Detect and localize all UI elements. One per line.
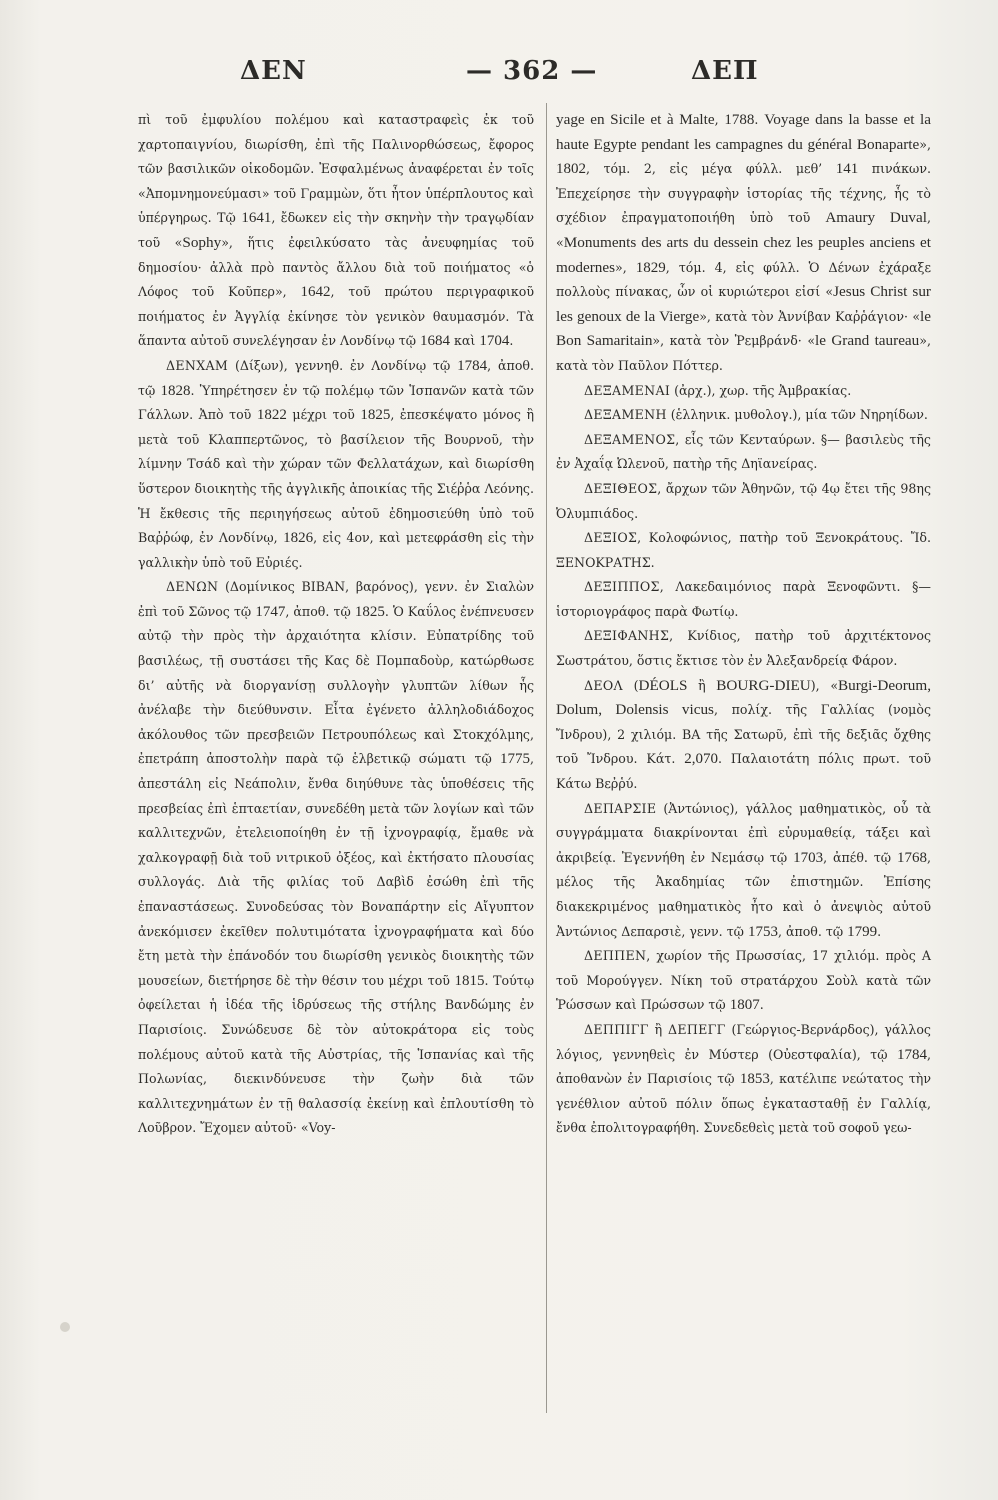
dictionary-entry: ΔΕΞΙΠΠΟΣ, Λακεδαιμόνιος παρὰ Ξενοφῶντι. §— ἱστοριογράφος παρὰ Φωτίῳ. [556,579,931,619]
header-left-guide-word: ΔΕΝ [240,56,307,86]
running-header [0,56,998,96]
dictionary-entry: ΔΕΞΙΦΑΝΗΣ, Κνίδιος, πατὴρ τοῦ ἀρχιτέκτονος Σωστράτου, ὅστις ἔκτισε τὸν ἐν Ἀλεξανδρείᾳ Φάρον. [556,628,931,669]
dictionary-entry: ΔΕΝΩΝ (Δομίνικος ΒΙΒΑΝ, βαρόνος), γενν. ἐν Σιαλὼν ἐπὶ τοῦ Σῶνος τῷ 1747, ἀποθ. τῷ 1825. Ὁ Καΰλος ἐνέπνευσεν αὐτῷ τὴν πρὸς τὴν ἀρχαιότητα κλίσιν. Εὐπατρίδης τοῦ βασιλέως, τῇ συστάσει τῆς Κας δὲ Πομπαδοὺρ, κατώρθωσε δι’ αὐτῆς νὰ διοργανίσῃ συλλογὴν γλυπτῶν λίθων ἧς ἀνέλαβε τὴν διεύθυνσιν. Εἶτα ἐγένετο ἀλληλοδιάδοχος ἀκόλουθος τῶν πρεσβειῶν Πετρουπόλεως καὶ Στοκχόλμης, ἐπετράπη ἀποστολὴν παρὰ τῷ ἑλβετικῷ σώματι τῷ 1775, ἀπεστάλη εἰς Νεάπολιν, ἔνθα διηύθυνε τὰς ὑποθέσεις τῆς πρεσβείας ἐπὶ ἑπταετίαν, συνεδέθη μετὰ τῶν λογίων καὶ τῶν καλλιτεχνῶν, ἐτελειοποίηθη ἐν τῇ ἰχνογραφίᾳ, ἔμαθε νὰ χαλκογραφῇ διὰ τοῦ νιτρικοῦ ὀξέος, καὶ ἐκτήσατο πλουσίας συλλογάς. Διὰ τῆς φιλίας τοῦ Δαβὶδ ἐσώθη ἐπὶ τῆς ἐπαναστάσεως. Συνοδεύσας τὸν Βοναπάρτην εἰς Αἴγυπτον ἀνεκόμισεν ἐκεῖθεν πολυτιμότατα ἰχνογραφήματα καὶ δύο ἔτη μετὰ τὴν ἐπάνοδόν του διωρίσθη γενικὸς διοικητὴς τῶν μουσείων, διετήρησε δὲ τὴν θέσιν του μέχρι τοῦ 1815. Τούτῳ ὀφείλεται ἡ ἰδέα τῆς ἱδρύσεως τῆς στήλης Βανδώμης ἐν Παρισίοις. Συνώδευσε δὲ τὸν αὐτοκράτορα εἰς τοὺς πολέμους αὐτοῦ κατὰ τῆς Αὐστρίας, τῆς Ἱσπανίας καὶ τῆς Πολωνίας, διεκινδύνευσε τὴν ζωὴν διὰ τῶν καλλιτεχνημάτων ἐν τῇ θαλασσίᾳ ἐκείνῃ καὶ ἐπλουτίσθη τὸ Λοῦβρον. Ἔχομεν αὐτοῦ· «Voy- [138,579,534,1136]
dictionary-entry: ΔΕΠΑΡΣΙΕ (Ἀντώνιος), γάλλος μαθηματικὸς, οὗ τὰ συγγράμματα διακρίνονται ἐπὶ εὐρυμαθείᾳ, τάξει καὶ ἀκριβείᾳ. Ἐγεννήθη ἐν Νεμάσῳ τῷ 1703, ἀπέθ. τῷ 1768, μέλος τῆς Ἀκαδημίας τῶν ἐπιστημῶν. Ἐπίσης διακεκριμένος μαθηματικὸς ἦτο καὶ ὁ ἀνεψιὸς αὐτοῦ Ἀντώνιος Δεπαρσιὲ, γενν. τῷ 1753, ἀποθ. τῷ 1799. [556,800,931,940]
dictionary-entry: ΔΕΞΑΜΕΝΑΙ (ἀρχ.), χωρ. τῆς Ἀμβρακίας. [584,382,852,398]
left-column [138,108,534,1141]
dictionary-entry: ΔΕΠΠΙΓΓ ἢ ΔΕΠΕΓΓ (Γεώργιος-Βερνάρδος), γάλλος λόγιος, γεννηθεὶς ἐν Μύστερ (Οὐεστφαλία), τῷ 1784, ἀποθανὼν ἐν Παρισίοις τῷ 1853, κατέλιπε νεώτατος τὴν γενέθλιον αὐτοῦ πόλιν ὅπως ἐγκατασταθῇ ἐν Γαλλίᾳ, ἔνθα ἐπολιτογραφήθη. Συνεδεθεὶς μετὰ τοῦ σοφοῦ γεω- [556,1021,931,1136]
dictionary-entry: ΔΕΞΑΜΕΝΟΣ, εἷς τῶν Κενταύρων. §— βασιλεὺς τῆς ἐν Ἀχαΐᾳ Ὠλενοῦ, πατὴρ τῆς Δηϊανείρας. [556,431,931,472]
dictionary-entry: ΔΕΞΙΟΣ, Κολοφώνιος, πατὴρ τοῦ Ξενοκράτους. Ἴδ. ΞΕΝΟΚΡΑΤΗΣ. [556,530,931,570]
entry-continuation: yage en Sicile et à Malte, 1788. Voyage dans la basse et la haute Egypte pendant les campagnes du général Bonaparte», 1802, τόμ. 2, εἰς μέγα φύλλ. μεθ’ 141 πινάκων. Ἐπεχείρησε τὴν συγγραφὴν ἱστορίας τῆς τέχνης, ἧς τὸ σχέδιον ἐπραγματοποιήθη ὑπὸ τοῦ Amaury Duval, «Monuments des arts du dessein chez les peuples anciens et modernes», 1829, τόμ. 4, εἰς φύλλ. Ὁ Δένων ἐχάραξε πολλοὺς πίνακας, ὧν οἱ κυριώτεροι εἰσί «Jesus Christ sur les genoux de la Vierge», κατὰ τὸν Ἀννίβαν Καῤῥάγιον· «le Bon Samaritain», κατὰ τὸν Ῥεμβράνδ· «le Grand taureau», κατὰ τὸν Παῦλον Πόττερ. [556,111,932,373]
paper-blemish [60,1322,70,1332]
header-right-guide-word: ΔΕΠ [691,56,759,86]
column-divider [546,103,547,1413]
dictionary-entry: ΔΕΝΧΑΜ (Δίξων), γεννηθ. ἐν Λονδίνῳ τῷ 1784, ἀποθ. τῷ 1828. Ὑπηρέτησεν ἐν τῷ πολέμῳ τῶν Ἱσπανῶν κατὰ τῶν Γάλλων. Ἀπὸ τοῦ 1822 μέχρι τοῦ 1825, ἐπεσκέψατο μόνος ἢ μετὰ τοῦ Κλαππερτῶνος, τὸ βασίλειον τῆς Βουρνοῦ, τὴν λίμνην Τσάδ καὶ τὴν χώραν τῶν Φελλατάχων, καὶ διωρίσθη ὕστερον διοικητὴς τῆς ἀγγλικῆς ἀποικίας τῆς Σιέῤῥα Λεόνης. Ἡ ἔκθεσις τῆς περιηγήσεως αὐτοῦ ἐδημοσιεύθη ὑπὸ τοῦ Βαῤῥώφ, ἐν Λονδίνῳ, 1826, εἰς 4ον, καὶ μετεφράσθη εἰς τὴν γαλλικὴν ὑπὸ τοῦ Εὐριές. [138,357,534,570]
entry-continuation: πὶ τοῦ ἐμφυλίου πολέμου καὶ καταστραφεὶς ἐκ τοῦ χαρτοπαιγνίου, διωρίσθη, ἐπὶ τῆς Παλινορθώσεως, ἔφορος τῶν βασιλικῶν οἰκοδομῶν. Ἐσφαλμένως ἀναφέρεται ἐν τοῖς «Ἀπομνημονεύμασι» τοῦ Γραμμὼν, ὅτι ἦτον ὑπέρπλουτος καὶ ὑπέργηρως. Τῷ 1641, ἔδωκεν εἰς τὴν σκηνὴν τὴν τραγῳδίαν τοῦ «Sophy», ἥτις ἐφειλκύσατο τὰς ἀνευφημίας τοῦ δημοσίου· ἀλλὰ πρὸ παντὸς ἄλλου διὰ τοῦ ποιήματος «ὁ Λόφος τοῦ Κοῦπερ», 1642, τοῦ πρώτου περιγραφικοῦ ποιήματος ἐν Ἀγγλίᾳ ἐκίνησε τὸν γενικὸν θαυμασμόν. Τὰ ἅπαντα αὐτοῦ συνελέγησαν ἐν Λονδίνῳ τῷ 1684 καὶ 1704. [138,112,534,350]
dictionary-entry: ΔΕΟΛ (DÉOLS ἢ BOURG-DIEU), «Burgi-Deorum, Dolum, Dolensis vicus, πολίχ. τῆς Γαλλίας (νομὸς Ἴνδρου), 2 χιλιόμ. ΒΑ τῆς Σατωρῦ, ἐπὶ τῆς δεξιᾶς ὄχθης τοῦ Ἴνδρου. Κάτ. 2,070. Παλαιοτάτη πόλις πρωτ. τοῦ Κάτω Βεῤῥύ. [556,676,932,792]
dictionary-entry: ΔΕΞΙΘΕΟΣ, ἄρχων τῶν Ἀθηνῶν, τῷ 4ῳ ἔτει τῆς 98ης Ὀλυμπιάδος. [556,480,931,521]
page-number: — 362 — [466,56,598,86]
dictionary-entry: ΔΕΞΑΜΕΝΗ (ἑλληνικ. μυθολογ.), μία τῶν Νηρηίδων. [584,407,928,423]
dictionary-entry: ΔΕΠΠΕΝ, χωρίον τῆς Πρωσσίας, 17 χιλιόμ. πρὸς Α τοῦ Μορούγγεν. Νίκη τοῦ στρατάρχου Σοὺλ κατὰ τῶν Ῥώσσων καὶ Πρώσσων τῷ 1807. [556,948,931,1014]
right-column [556,108,931,1141]
